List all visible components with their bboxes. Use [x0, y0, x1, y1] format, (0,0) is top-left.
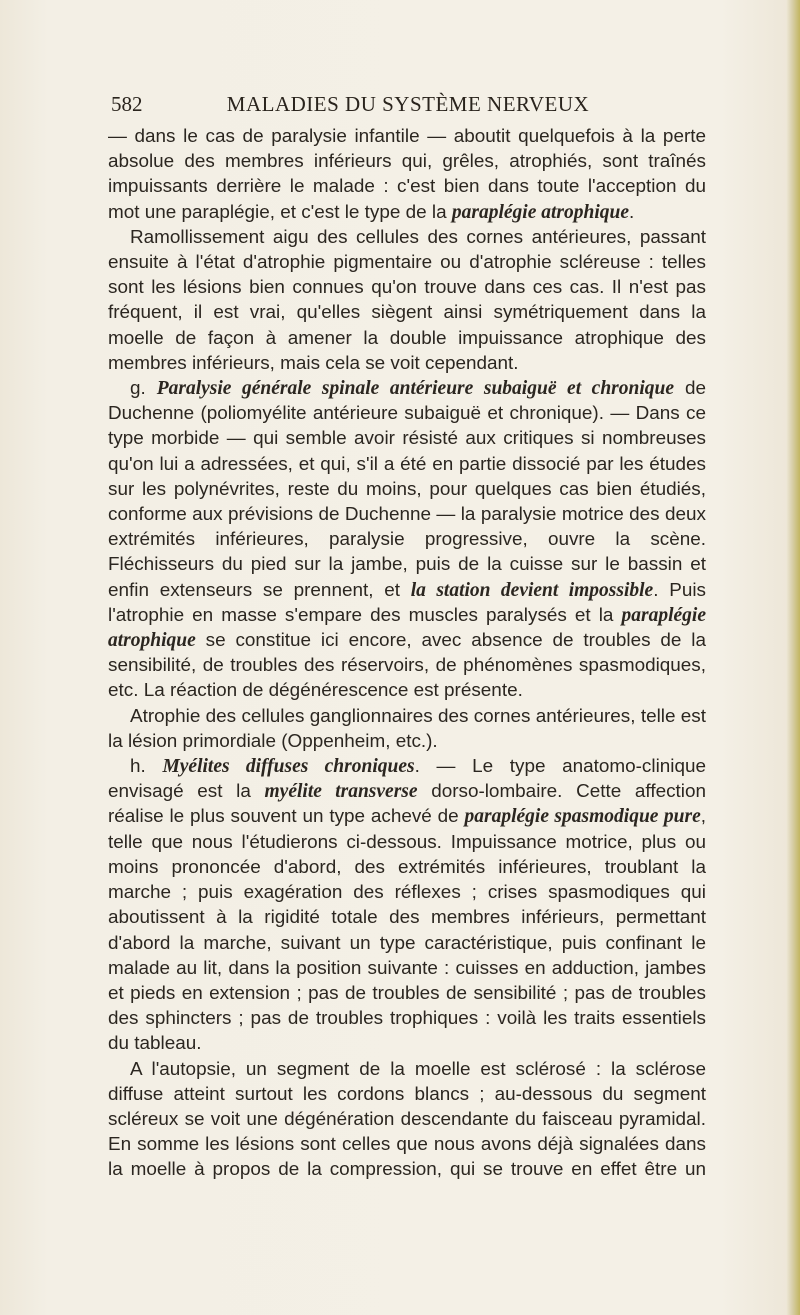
- page-edge: [786, 0, 800, 1315]
- emphasis: myélite transverse: [264, 781, 418, 803]
- page-number: 582: [111, 92, 143, 116]
- emphasis: la station devient impossible: [410, 579, 654, 601]
- running-header: [111, 92, 705, 116]
- paragraph: g. Paralysie générale spinale antérieure subaiguë et chronique de Duchenne (poliomyélite antérieure subaiguë et chronique). — Dans ce type morbide — qui semble avoir résisté aux critiques si nombreuses qu'on lui a adressées, et qui, s'il a été en partie dissocié par les études sur les polynévrites, reste du moins, pour quelques cas bien étudiés, conforme aux prévisions de Duchenne — la paralysie motrice des deux extrémités inférieures, paralysie progressive, ouvre la scène. Fléchisseurs du pied sur la jambe, puis de la cuisse sur le bassin et enfin extenseurs se prennent, et la station devient impossible. Puis l'atrophie en masse s'empare des muscles paralysés et la paraplégie atrophique se constitue ici encore, avec absence de troubles de la sensibilité, de troubles des réservoirs, de phénomènes spasmodiques, etc. La réaction de dégénérescence est présente.: [108, 378, 706, 702]
- section-heading-h: Myélites diffuses chroniques: [162, 756, 415, 778]
- emphasis: paraplégie atrophique: [108, 604, 706, 652]
- paragraph: Ramollissement aigu des cellules des cornes antérieures, passant ensuite à l'état d'atrophie pigmentaire ou d'atrophie scléreuse : telles sont les lésions bien connues qu'on trouve dans ces cas. Il n'est pas fréquent, il est vrai, qu'elles siègent ainsi symétriquement dans la moelle de façon à amener la double impuissance atrophique des membres inférieurs, mais cela se voit cependant.: [108, 226, 706, 374]
- emphasis: paraplégie atrophique: [451, 201, 629, 223]
- emphasis: paraplégie spasmodique pure: [464, 806, 701, 828]
- paragraph: h. Myélites diffuses chroniques. — Le type anatomo-clinique envisagé est la myélite transverse dorso-lombaire. Cette affection réalise le plus souvent un type achevé de paraplégie spasmodique pure, telle que nous l'étudierons ci-dessous. Impuissance motrice, plus ou moins prononcée d'abord, des extrémités inférieures, troublant la marche ; puis exagération des réflexes ; crises spasmodiques qui aboutissent à la rigidité totale des membres inférieurs, permettant d'abord la marche, suivant un type caractéristique, puis confinant le malade au lit, dans la position suivante : cuisses en adduction, jambes et pieds en extension ; pas de troubles de sensibilité ; pas de troubles des sphincters ; pas de troubles trophiques : voilà les traits essentiels du tableau.: [108, 756, 706, 1055]
- running-title: MALADIES DU SYSTÈME NERVEUX: [226, 92, 590, 116]
- body-text: [108, 124, 706, 1183]
- paragraph: A l'autopsie, un segment de la moelle est sclérosé : la sclérose diffuse atteint surtout les cordons blancs ; au-dessous du segment scléreux se voit une dégénération descendante du faisceau pyramidal. En somme les lésions sont celles que nous avons déjà signalées dans la moelle à propos de la compression, qui se trouve en effet être un: [108, 1058, 706, 1181]
- section-heading-g: Paralysie générale spinale antérieure subaiguë et chronique: [156, 378, 675, 400]
- paragraph: Atrophie des cellules ganglionnaires des cornes antérieures, telle est la lésion primordiale (Oppenheim, etc.).: [108, 705, 706, 752]
- paragraph: — dans le cas de paralysie infantile — aboutit quelquefois à la perte absolue des membres inférieurs qui, grêles, atrophiés, sont traînés impuissants derrière le malade : c'est bien dans toute l'acception du mot une paraplégie, et c'est le type de la paraplégie atrophique.: [108, 126, 706, 223]
